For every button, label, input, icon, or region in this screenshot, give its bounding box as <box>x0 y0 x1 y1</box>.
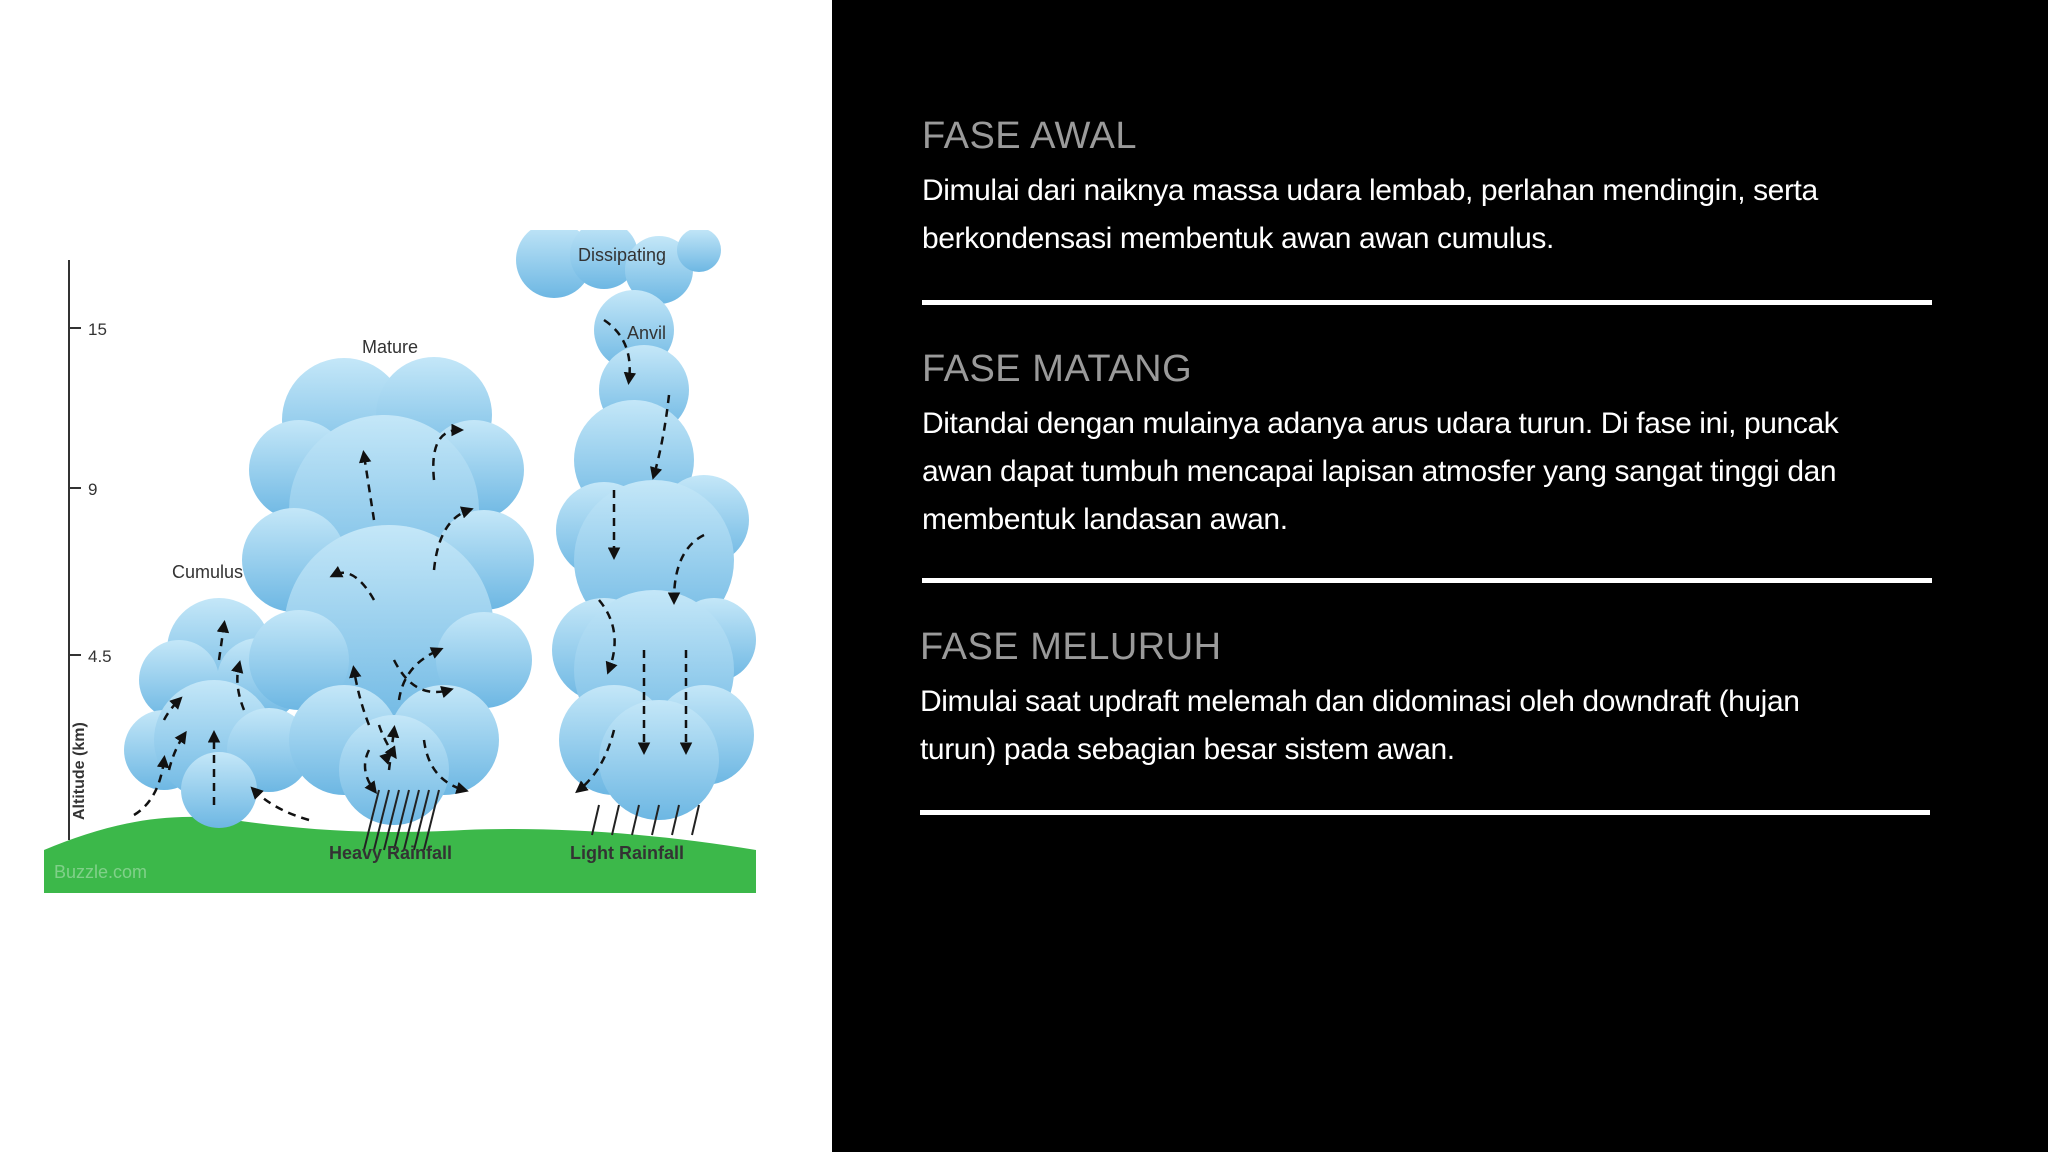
divider-3 <box>920 810 1930 815</box>
tick-label-4-5: 4.5 <box>88 647 112 666</box>
divider-1 <box>922 300 1932 305</box>
annotation-heavy-rainfall: Heavy Rainfall <box>329 843 453 863</box>
stage-label-mature: Mature <box>362 337 419 357</box>
phase-desc-line: Dimulai dari naiknya massa udara lembab, perlahan mendingin, serta <box>922 174 1818 207</box>
annotation-anvil: Anvil <box>627 323 667 343</box>
watermark: Buzzle.com <box>54 862 148 882</box>
axis-label-altitude: Altitude (km) <box>71 722 88 820</box>
phase-desc-line: awan dapat tumbuh mencapai lapisan atmosfer yang sangat tinggi dan <box>922 455 1837 488</box>
phase-meluruh-section <box>920 624 1932 774</box>
annotation-light-rainfall: Light Rainfall <box>570 843 684 863</box>
dissipating-cloud <box>516 230 756 820</box>
phase-desc-matang <box>922 400 1934 544</box>
phase-desc-awal <box>922 167 1934 263</box>
phase-desc-line: Dimulai saat updraft melemah dan didominasi oleh downdraft (hujan <box>920 685 1800 718</box>
tick-label-9: 9 <box>88 480 98 499</box>
phase-desc-line: membentuk landasan awan. <box>922 503 1288 536</box>
phase-desc-meluruh <box>920 678 1932 774</box>
phase-title-awal: FASE AWAL <box>922 115 1137 157</box>
illustration-panel <box>0 0 832 1152</box>
phase-matang-section <box>922 346 1934 544</box>
phase-desc-line: turun) pada sebagian besar sistem awan. <box>920 733 1455 766</box>
tick-label-15: 15 <box>88 320 107 339</box>
stage-label-dissipating: Dissipating <box>578 245 667 265</box>
divider-2 <box>922 578 1932 583</box>
phase-awal-section <box>922 113 1934 263</box>
phase-title-meluruh: FASE MELURUH <box>920 626 1222 668</box>
phase-title-matang: FASE MATANG <box>922 348 1193 390</box>
phase-desc-line: Ditandai dengan mulainya adanya arus udara turun. Di fase ini, puncak <box>922 407 1839 440</box>
stage-label-cumulus: Cumulus <box>172 562 244 582</box>
phase-desc-line: berkondensasi membentuk awan awan cumulus. <box>922 222 1554 255</box>
thunderstorm-stages-diagram <box>44 230 756 893</box>
